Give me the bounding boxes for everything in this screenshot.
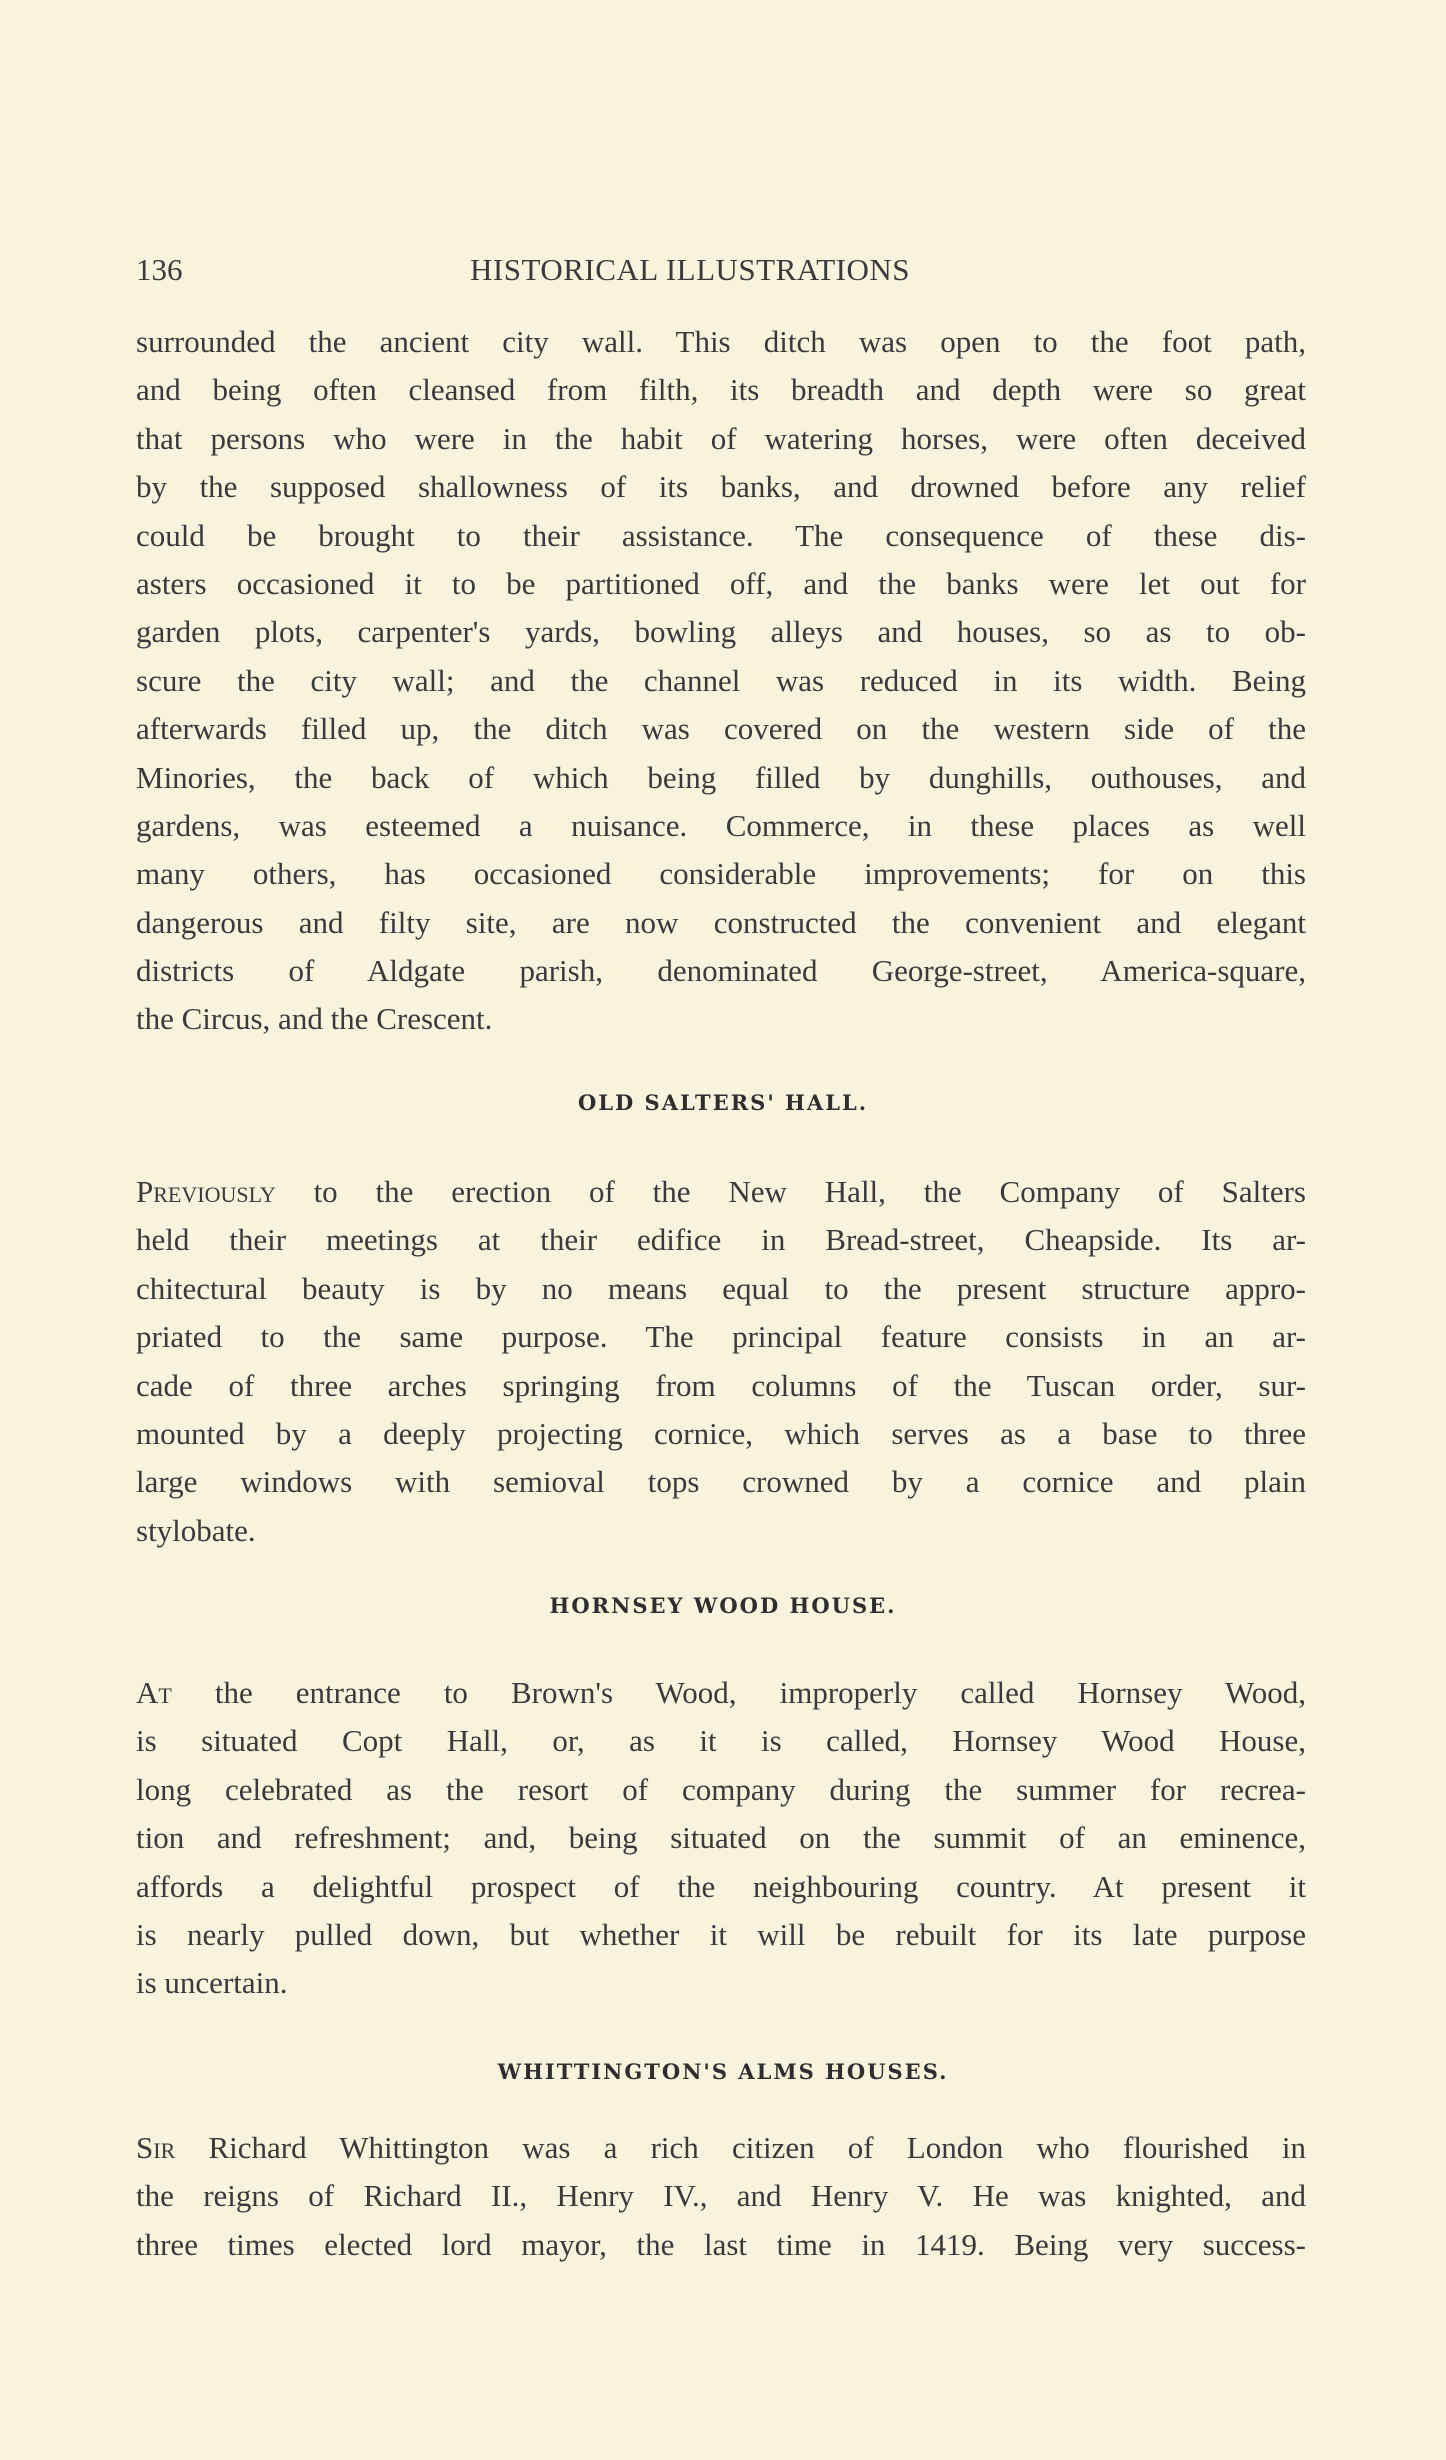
paragraph-old-salters-hall [136, 1168, 1306, 1555]
text-line [136, 1313, 1306, 1361]
text-line [136, 1959, 1306, 2007]
text-line [136, 463, 1306, 511]
line-text: dangerous and filty site, are now constructed the convenient and elegant [136, 904, 1306, 940]
text-line [136, 318, 1306, 366]
paragraph-lead-word: Previously [136, 1174, 276, 1209]
text-line [136, 1717, 1306, 1765]
line-text: asters occasioned it to be partitioned off, and the banks were let out for [136, 565, 1306, 601]
paragraph-city-ditch [136, 318, 1306, 1044]
line-text: is uncertain. [136, 1965, 288, 2001]
line-text: stylobate. [136, 1512, 256, 1548]
text-line [136, 2221, 1306, 2269]
page-number: 136 [136, 252, 183, 287]
line-text: Richard Whittington was a rich citizen of London who flourished in [175, 2130, 1306, 2165]
line-text: afterwards filled up, the ditch was covered on the western side of the [136, 711, 1306, 747]
line-text: scure the city wall; and the channel was reduced in its width. Being [136, 662, 1306, 698]
line-text: garden plots, carpenter's yards, bowling alleys and houses, so as to ob- [136, 614, 1306, 650]
line-text: the entrance to Brown's Wood, improperly called Hornsey Wood, [171, 1675, 1306, 1710]
line-text: long celebrated as the resort of company during the summer for recrea- [136, 1771, 1306, 1807]
text-line [136, 1863, 1306, 1911]
paragraph-whittingtons-alms-houses [136, 2124, 1306, 2269]
line-text: cade of three arches springing from columns of the Tuscan order, sur- [136, 1367, 1306, 1403]
text-line [136, 1410, 1306, 1458]
text-line [136, 754, 1306, 802]
text-line [136, 608, 1306, 656]
line-text: and being often cleansed from filth, its breadth and depth were so great [136, 372, 1306, 408]
line-text: affords a delightful prospect of the neighbouring country. At present it [136, 1868, 1306, 1904]
text-line [136, 560, 1306, 608]
text-line [136, 512, 1306, 560]
section-heading-hornsey-wood-house: HORNSEY WOOD HOUSE. [549, 1593, 897, 1618]
line-text: the Circus, and the Crescent. [136, 1001, 493, 1037]
text-line [136, 415, 1306, 463]
section-heading-old-salters-hall: OLD SALTERS' HALL. [577, 1090, 869, 1115]
line-text: that persons who were in the habit of watering horses, were often deceived [136, 420, 1306, 456]
line-text: the reigns of Richard II., Henry IV., and Henry V. He was knighted, and [136, 2178, 1306, 2214]
line-text: is nearly pulled down, but whether it will be rebuilt for its late purpose [136, 1916, 1306, 1952]
text-line [136, 705, 1306, 753]
line-text: Minories, the back of which being filled by dunghills, outhouses, and [136, 759, 1306, 795]
text-line [136, 1168, 1306, 1216]
text-line [136, 899, 1306, 947]
line-text: tion and refreshment; and, being situated on the summit of an eminence, [136, 1820, 1306, 1856]
text-line [136, 1507, 1306, 1555]
text-line [136, 1669, 1306, 1717]
line-text: is situated Copt Hall, or, as it is called, Hornsey Wood House, [136, 1723, 1306, 1759]
line-text: held their meetings at their edifice in Bread-street, Cheapside. Its ar- [136, 1222, 1306, 1258]
section-heading-whittingtons-alms-houses: WHITTINGTON'S ALMS HOUSES. [497, 2059, 949, 2084]
line-text: large windows with semioval tops crowned by a cornice and plain [136, 1464, 1306, 1500]
line-text: chitectural beauty is by no means equal to the present structure appro- [136, 1270, 1306, 1306]
text-line [136, 1458, 1306, 1506]
line-text: could be brought to their assistance. The consequence of these dis- [136, 517, 1306, 553]
text-line [136, 947, 1306, 995]
text-line [136, 1911, 1306, 1959]
line-text: gardens, was esteemed a nuisance. Commerce, in these places as well [136, 807, 1306, 843]
line-text: many others, has occasioned considerable improvements; for on this [136, 856, 1306, 892]
text-line [136, 1216, 1306, 1264]
line-text: priated to the same purpose. The principal feature consists in an ar- [136, 1319, 1306, 1355]
text-line [136, 1265, 1306, 1313]
paragraph-lead-word: At [136, 1675, 172, 1710]
text-line [136, 2172, 1306, 2220]
paragraph-hornsey-wood-house [136, 1669, 1306, 2008]
text-line [136, 366, 1306, 414]
line-text: three times elected lord mayor, the last time in 1419. Being very success- [136, 2226, 1306, 2262]
text-line [136, 2124, 1306, 2172]
running-title: HISTORICAL ILLUSTRATIONS [470, 252, 910, 287]
paragraph-lead-word: Sir [136, 2130, 176, 2165]
text-line [136, 850, 1306, 898]
text-line [136, 657, 1306, 705]
text-line [136, 1814, 1306, 1862]
line-text: by the supposed shallowness of its banks, and drowned before any relief [136, 469, 1306, 505]
text-line [136, 995, 1306, 1043]
line-text: surrounded the ancient city wall. This ditch was open to the foot path, [136, 324, 1306, 359]
line-text: to the erection of the New Hall, the Company of Salters [275, 1174, 1306, 1209]
text-line [136, 1766, 1306, 1814]
text-line [136, 802, 1306, 850]
line-text: mounted by a deeply projecting cornice, which serves as a base to three [136, 1415, 1306, 1451]
text-line [136, 1362, 1306, 1410]
line-text: districts of Aldgate parish, denominated George-street, America-square, [136, 953, 1306, 989]
